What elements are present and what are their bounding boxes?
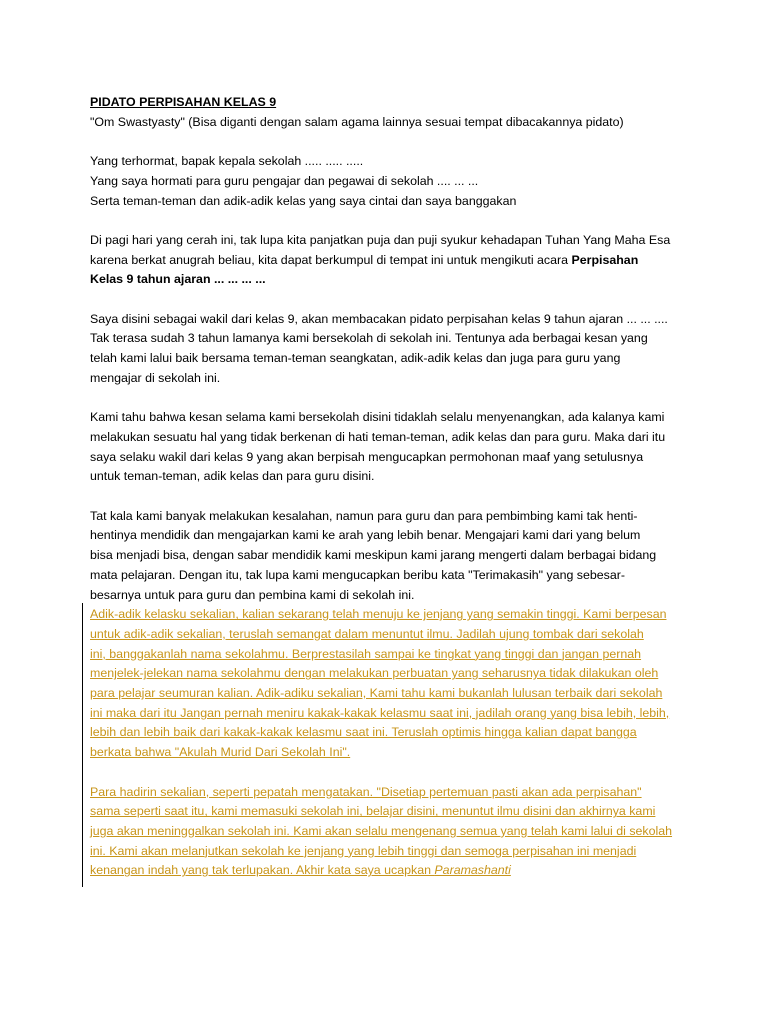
- closing-greeting-italic: Paramashanti: [434, 863, 511, 878]
- paragraph-line: [90, 251, 690, 271]
- document-subtitle: "Om Swastyasty" (Bisa diganti dengan salam agama lainnya sesuai tempat dibacakannya pidato): [90, 114, 624, 129]
- revised-line: menjelek-jelekan nama sekolahmu dengan melakukan perbuatan yang seharusnya tidak dilakukan oleh: [90, 666, 659, 681]
- paragraph-line: saya selaku wakil dari kelas 9 yang akan berpisah mengucapkan permohonan maaf yang setulusnya: [90, 449, 644, 464]
- paragraph-line: melakukan sesuatu hal yang tidak berkenan di hati teman-teman, adik kelas dan para guru. Maka dari itu: [90, 429, 666, 444]
- paragraph-opening: [90, 231, 690, 290]
- greeting-line: Serta teman-teman dan adik-adik kelas yang saya cintai dan saya banggakan: [90, 193, 517, 208]
- revision-change-bar: [82, 603, 83, 887]
- paragraph-representative: [90, 310, 690, 389]
- revised-line: lebih dan lebih baik dari kakak-kakak kelasmu saat ini. Teruslah optimis hingga kalian dapat bangga: [90, 725, 637, 740]
- revised-line: ini, banggakanlah nama sekolahmu. Berprestasilah sampai ke tingkat yang tinggi dan jangan pernah: [90, 646, 642, 661]
- revised-line: Adik-adik kelasku sekalian, kalian sekarang telah menuju ke jenjang yang semakin tinggi. Kami berpesan: [90, 607, 667, 622]
- paragraph-line: telah kami lalui baik bersama teman-teman seangkatan, adik-adik kelas dan juga para guru yang: [90, 351, 621, 366]
- revised-line: berkata bahwa "Akulah Murid Dari Sekolah Ini".: [90, 745, 351, 760]
- paragraph-line: untuk teman-teman, adik kelas dan para guru disini.: [90, 469, 375, 484]
- revised-line: [90, 861, 690, 881]
- paragraph-line-bold: Kelas 9 tahun ajaran ... ... ... ...: [90, 272, 266, 287]
- paragraph-juniors-revised: [90, 605, 690, 763]
- revised-line: ini. Kami akan melanjutkan sekolah ke jenjang yang lebih tinggi dan semoga perpisahan ini menjadi: [90, 843, 637, 858]
- document-body: [90, 93, 690, 881]
- paragraph-apology: [90, 408, 690, 487]
- paragraph-gap: [90, 211, 690, 231]
- paragraph-line: Tat kala kami banyak melakukan kesalahan, namun para guru dan para pembimbing kami tak henti-: [90, 508, 638, 523]
- paragraph-line: mengajar di sekolah ini.: [90, 370, 221, 385]
- paragraph-line: Saya disini sebagai wakil dari kelas 9, akan membacakan pidato perpisahan kelas 9 tahun ajaran ... ... ....: [90, 311, 668, 326]
- paragraph-gap: [90, 763, 690, 783]
- paragraph-gap: [90, 132, 690, 152]
- revised-line: Para hadirin sekalian, seperti pepatah mengatakan. "Disetiap pertemuan pasti akan ada perpisahan": [90, 784, 642, 799]
- paragraph-line: hentinya mendidik dan mengajarkan kami ke arah yang lebih benar. Mengajari kami dari yang belum: [90, 528, 641, 543]
- paragraph-line: Di pagi hari yang cerah ini, tak lupa kita panjatkan puja dan puji syukur kehadapan Tuhan Yang Maha Esa: [90, 232, 671, 247]
- revised-text: kenangan indah yang tak terlupakan. Akhir kata saya ucapkan: [90, 863, 435, 878]
- paragraph-line: Kami tahu bahwa kesan selama kami bersekolah disini tidaklah selalu menyenangkan, ada kalanya kami: [90, 410, 665, 425]
- revised-line: juga akan meninggalkan sekolah ini. Kami akan selalu mengenang semua yang telah kami lalui di sekolah: [90, 823, 673, 838]
- paragraph-line: bisa menjadi bisa, dengan sabar mendidik kami meskipun kami jarang mengerti dalam berbagai bidang: [90, 548, 657, 563]
- revised-line: sama seperti saat itu, kami memasuki sekolah ini, belajar disini, menuntut ilmu disini dan akhirnya kami: [90, 804, 656, 819]
- greeting-line: Yang terhormat, bapak kepala sekolah ..... ..... .....: [90, 154, 364, 169]
- revised-line: ini maka dari itu Jangan pernah meniru kakak-kakak kelasmu saat ini, jadilah orang yang bisa lebih, lebih,: [90, 705, 670, 720]
- revised-line: para pelajar seumuran kalian. Adik-adiku sekalian, Kami tahu kami bukanlah lulusan terbaik dari sekolah: [90, 686, 663, 701]
- paragraph-line: Tak terasa sudah 3 tahun lamanya kami bersekolah di sekolah ini. Tentunya ada berbagai kesan yang: [90, 331, 648, 346]
- paragraph-line: besarnya untuk para guru dan pembina kami di sekolah ini.: [90, 587, 415, 602]
- greeting-line: Yang saya hormati para guru pengajar dan pegawai di sekolah .... ... ...: [90, 173, 479, 188]
- paragraph-gratitude: [90, 507, 690, 606]
- event-name-bold: Perpisahan: [571, 252, 639, 267]
- revised-line: untuk adik-adik sekalian, teruslah semangat dalam menuntut ilmu. Jadilah ujung tombak dari sekolah: [90, 626, 644, 641]
- paragraph-text: karena berkat anugrah beliau, kita dapat berkumpul di tempat ini untuk mengikuti acara: [90, 252, 572, 267]
- paragraph-gap: [90, 290, 690, 310]
- paragraph-gap: [90, 389, 690, 409]
- greetings-block: [90, 152, 690, 211]
- paragraph-line: mata pelajaran. Dengan itu, tak lupa kami mengucapkan beribu kata "Terimakasih" yang sebesar-: [90, 567, 626, 582]
- paragraph-gap: [90, 487, 690, 507]
- paragraph-closing-revised: [90, 783, 690, 882]
- document-title: PIDATO PERPISAHAN KELAS 9: [90, 95, 277, 109]
